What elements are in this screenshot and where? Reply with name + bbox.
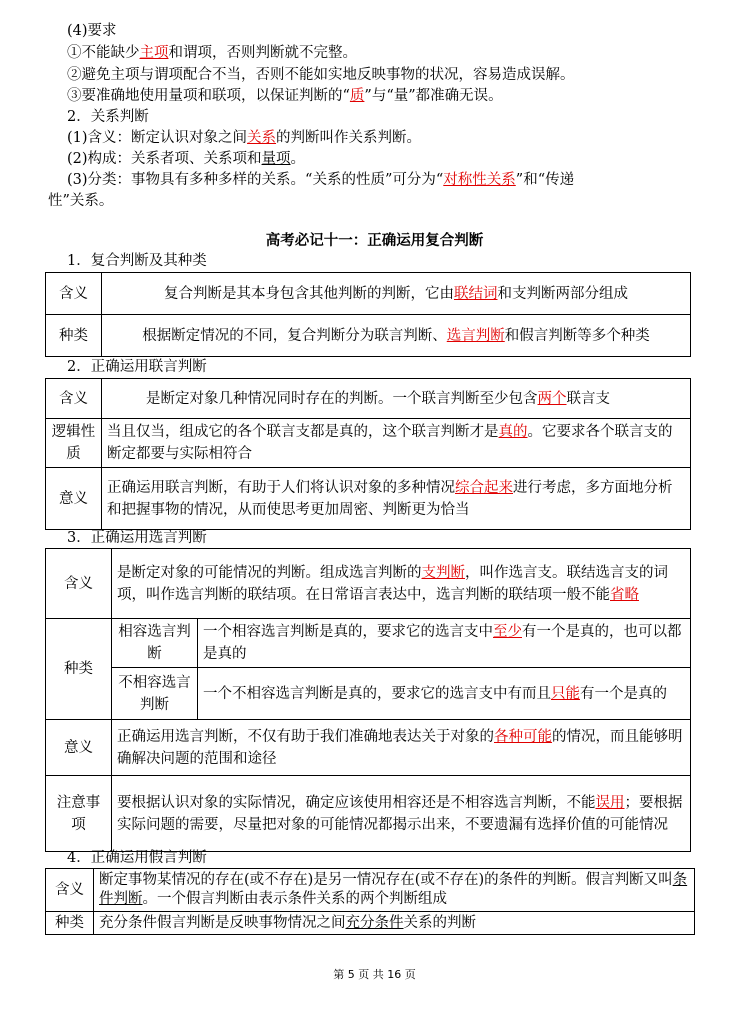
section-heading: 高考必记十一：正确运用复合判断 [265, 233, 484, 249]
relation-classification: (3)分类：事物具有多种多样的关系。“关系的性质”可分为“对称性关系”和“传递 [67, 172, 575, 188]
requirement-2: ②避免主项与谓项配合不当，否则不能如实地反映事物的状况，容易造成误解。 [67, 67, 575, 83]
key-term: 误用 [595, 794, 625, 811]
row-label: 含义 [46, 549, 112, 619]
key-term: 综合起来 [455, 479, 513, 496]
row-label: 含义 [46, 869, 94, 912]
row-label: 种类 [46, 619, 112, 720]
row-label: 注意事项 [46, 776, 112, 852]
key-term: 质 [349, 88, 365, 104]
key-term: 主项 [139, 45, 169, 61]
row-content: 断定事物某情况的存在(或不存在)是另一情况存在(或不存在)的条件的判断。假言判断又叫条件判断。一个假言判断由表示条件关系的两个判断组成 [94, 869, 695, 912]
sub-label: 相容选言判断 [112, 619, 198, 668]
table-row [46, 549, 691, 619]
conjunctive-judgment-table [45, 378, 691, 530]
row-content: 一个相容选言判断是真的，要求它的选言支中至少有一个是真的，也可以都是真的 [198, 619, 691, 668]
page-footer: 第 5 页 共 16 页 [333, 968, 416, 981]
table-row [46, 720, 691, 776]
key-term: 只能 [551, 685, 580, 702]
requirement-title: (4)要求 [67, 23, 117, 39]
section-4-title: 4．正确运用假言判断 [67, 850, 207, 866]
table-row [46, 379, 691, 419]
relation-classification-cont: 性”关系。 [48, 193, 114, 209]
table-row [46, 869, 695, 912]
key-term: 对称性关系 [443, 172, 516, 188]
table-row [46, 273, 691, 315]
row-label: 逻辑性质 [46, 419, 102, 468]
row-content: 充分条件假言判断是反映事物情况之间充分条件关系的判断 [94, 912, 695, 935]
compound-judgment-table [45, 272, 691, 357]
key-term: 充分条件 [345, 915, 404, 931]
key-term: 量项 [261, 151, 291, 167]
requirement-3: ③要准确地使用量项和联项，以保证判断的“质”与“量”都准确无误。 [67, 88, 503, 104]
sub-label: 不相容选言判断 [112, 668, 198, 720]
row-label: 意义 [46, 720, 112, 776]
requirement-1: ①不能缺少主项和谓项，否则判断就不完整。 [67, 45, 357, 61]
section-1-title: 1．复合判断及其种类 [67, 253, 207, 269]
row-content: 正确运用选言判断，不仅有助于我们准确地表达关于对象的各种可能的情况，而且能够明确解决问题的范围和途径 [112, 720, 691, 776]
row-content: 根据断定情况的不同，复合判断分为联言判断、选言判断和假言判断等多个种类 [102, 315, 691, 357]
row-label: 意义 [46, 468, 102, 530]
key-term: 各种可能 [494, 728, 552, 745]
key-term: 关系 [247, 130, 277, 146]
table-row [46, 668, 691, 720]
table-row [46, 912, 695, 935]
row-label: 种类 [46, 912, 94, 935]
section-2-title: 2．正确运用联言判断 [67, 359, 207, 375]
table-row [46, 619, 691, 668]
key-term: 至少 [493, 624, 522, 640]
row-content: 正确运用联言判断，有助于人们将认识对象的多种情况综合起来进行考虑，多方面地分析和把握事物的情况，从而使思考更加周密、判断更为恰当 [102, 468, 691, 530]
row-content: 是断定对象几种情况同时存在的判断。一个联言判断至少包含两个联言支 [102, 379, 691, 419]
key-term: 真的 [498, 424, 528, 440]
row-content: 复合判断是其本身包含其他判断的判断，它由联结词和支判断两部分组成 [102, 273, 691, 315]
key-term: 省略 [610, 586, 639, 603]
table-row [46, 468, 691, 530]
table-row [46, 776, 691, 852]
key-term: 支判断 [421, 564, 465, 581]
relation-judgment-title: 2．关系判断 [67, 109, 149, 125]
row-label: 种类 [46, 315, 102, 357]
disjunctive-judgment-table [45, 548, 691, 852]
table-row [46, 419, 691, 468]
relation-composition: (2)构成：关系者项、关系项和量项。 [67, 151, 306, 167]
key-term: 选言判断 [446, 327, 505, 344]
row-label: 含义 [46, 379, 102, 419]
key-term: 联结词 [454, 285, 498, 302]
row-label: 含义 [46, 273, 102, 315]
row-content: 当且仅当，组成它的各个联言支都是真的，这个联言判断才是真的。它要求各个联言支的断定都要与实际相符合 [102, 419, 691, 468]
key-term: 两个 [537, 390, 567, 407]
table-row [46, 315, 691, 357]
hypothetical-judgment-table [45, 868, 695, 935]
row-content: 一个不相容选言判断是真的，要求它的选言支中有而且只能有一个是真的 [198, 668, 691, 720]
section-3-title: 3．正确运用选言判断 [67, 530, 207, 546]
row-content: 要根据认识对象的实际情况，确定应该使用相容还是不相容选言判断，不能误用；要根据实际问题的需要，尽量把对象的可能情况都揭示出来，不要遗漏有选择价值的可能情况 [112, 776, 691, 852]
row-content: 是断定对象的可能情况的判断。组成选言判断的支判断，叫作选言支。联结选言支的词项，叫作选言判断的联结项。在日常语言表达中，选言判断的联结项一般不能省略 [112, 549, 691, 619]
key-term: 条件判断 [99, 872, 688, 907]
relation-meaning: (1)含义：断定认识对象之间关系的判断叫作关系判断。 [67, 130, 422, 146]
